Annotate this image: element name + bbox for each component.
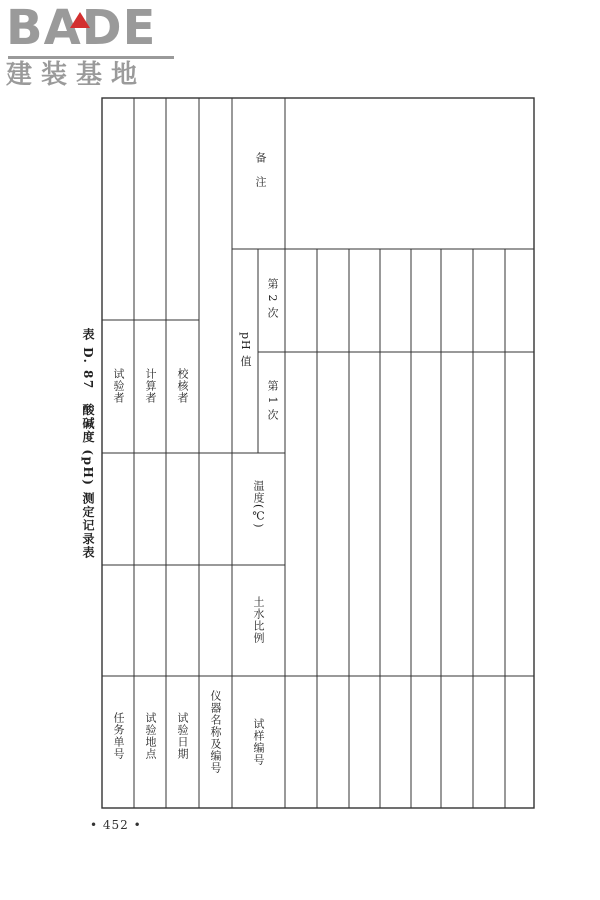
col-soil-water-ratio: 土水比例 — [252, 596, 265, 644]
page-number: • 452 • — [90, 818, 142, 832]
col-ph-second: 第 2 次 — [266, 278, 279, 319]
col-temperature: 温度(℃) — [252, 480, 265, 529]
label-calculator: 计算者 — [144, 368, 157, 404]
col-remarks: 备 注 — [254, 152, 267, 188]
col-ph-first: 第 1 次 — [266, 380, 279, 421]
col-sample-no: 试样编号 — [252, 718, 265, 766]
label-test-site: 试验地点 — [144, 712, 157, 760]
label-instrument: 仪器名称及编号 — [209, 690, 222, 774]
logo-wordmark: BADE — [6, 0, 157, 56]
label-test-date: 试验日期 — [176, 712, 189, 760]
col-ph-value: pH 值 — [239, 332, 252, 368]
logo-subtitle: 建装基地 — [6, 60, 147, 90]
label-checker: 校核者 — [176, 368, 189, 404]
table-title: 表 D. 87 酸碱度 (pH) 测定记录表 — [81, 328, 95, 560]
label-tester: 试验者 — [112, 368, 125, 404]
label-task-no: 任务单号 — [112, 712, 125, 760]
